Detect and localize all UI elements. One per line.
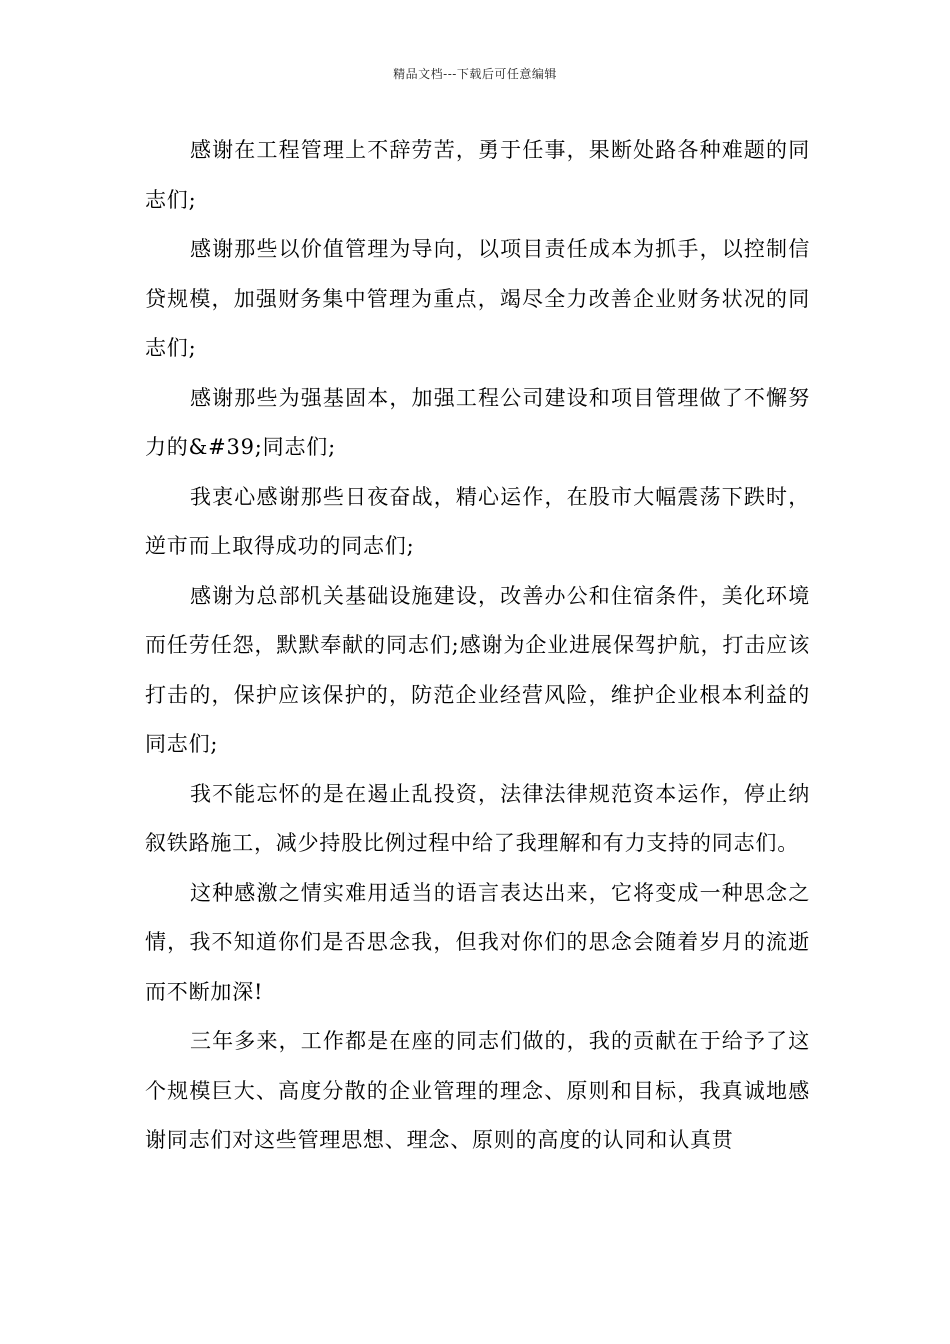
paragraph: 感谢那些为强基固本，加强工程公司建设和项目管理做了不懈努力的&#39;同志们; xyxy=(145,385,810,459)
paragraph: 感谢为总部机关基础设施建设，改善办公和住宿条件，美化环境而任劳任怨，默默奉献的同志们;感谢为企业进展保驾护航，打击应该打击的，保护应该保护的，防范企业经营风险，维护企业根本利益的同志们; xyxy=(145,583,810,756)
paragraph: 我不能忘怀的是在遏止乱投资，法律法律规范资本运作，停止纳叙铁路施工，减少持股比例过程中给了我理解和有力支持的同志们。 xyxy=(145,781,810,855)
page-header: 精品文档---下载后可任意编辑 xyxy=(393,67,557,81)
paragraph: 感谢那些以价值管理为导向，以项目责任成本为抓手，以控制信贷规模，加强财务集中管理为重点，竭尽全力改善企业财务状况的同志们; xyxy=(145,237,810,360)
document-body xyxy=(145,126,810,1166)
paragraph: 我衷心感谢那些日夜奋战，精心运作，在股市大幅震荡下跌时，逆市而上取得成功的同志们; xyxy=(145,484,810,558)
paragraph: 这种感激之情实难用适当的语言表达出来，它将变成一种思念之情，我不知道你们是否思念我，但我对你们的思念会随着岁月的流逝而不断加深! xyxy=(145,880,810,1004)
paragraph: 感谢在工程管理上不辞劳苦，勇于任事，果断处路各种难题的同志们; xyxy=(145,138,810,212)
paragraph: 三年多来，工作都是在座的同志们做的，我的贡献在于给予了这个规模巨大、高度分散的企业管理的理念、原则和目标，我真诚地感谢同志们对这些管理思想、理念、原则的高度的认同和认真贯 xyxy=(145,1029,810,1152)
